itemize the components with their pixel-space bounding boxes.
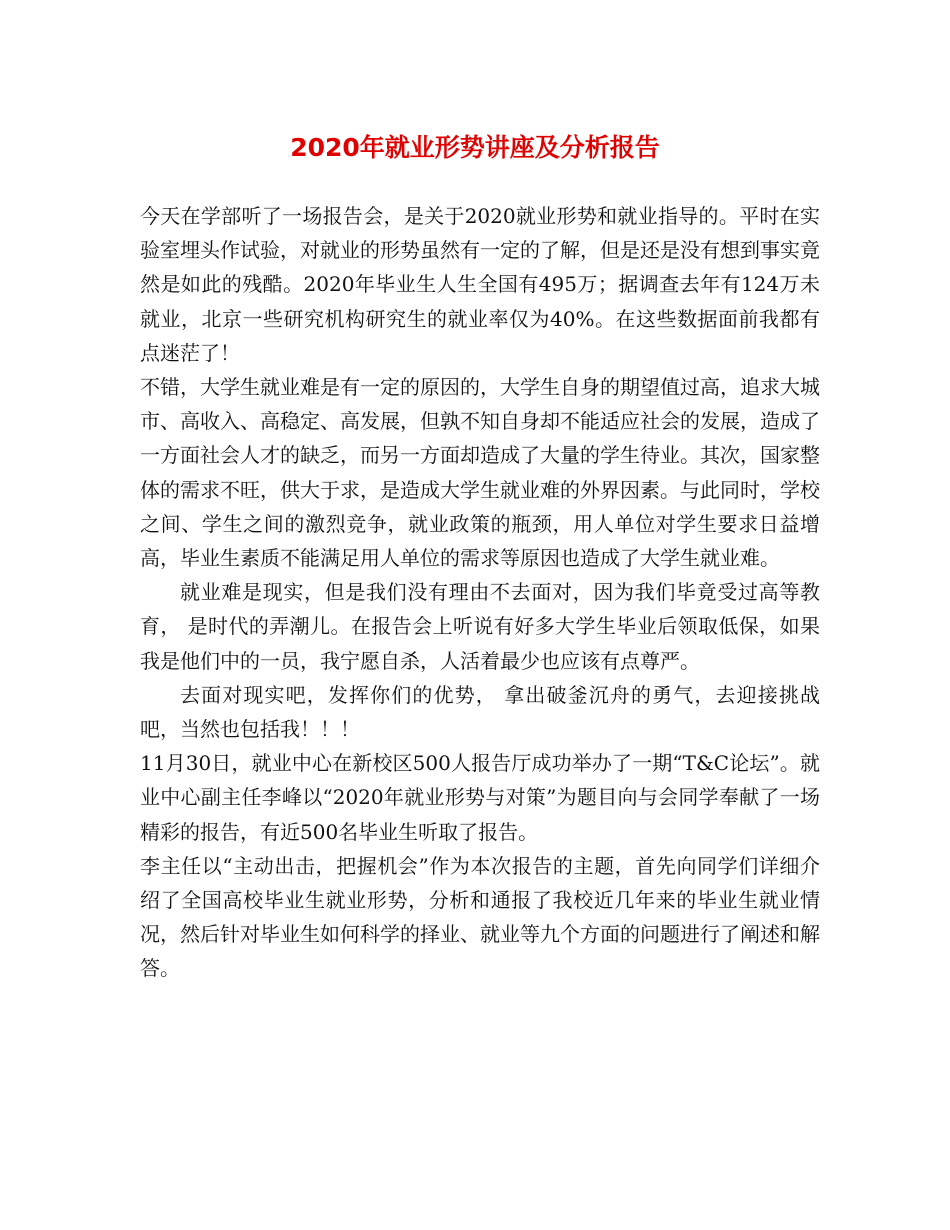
paragraph-1: 今天在学部听了一场报告会，是关于2020就业形势和就业指导的。平时在实验室埋头作试验，对就业的形势虽然有一定的了解，但是还是没有想到事实竟然是如此的残酷。2020年毕业生人生全国有495万；据调查去年有124万未就业，北京一些研究机构研究生的就业率仅为40%。在这些数据面前我都有点迷茫了！ xyxy=(140,204,820,365)
paragraph-4: 去面对现实吧，发挥你们的优势， 拿出破釜沉舟的勇气，去迎接挑战吧，当然也包括我！！！ xyxy=(140,682,820,742)
paragraph-3: 就业难是现实，但是我们没有理由不去面对，因为我们毕竟受过高等教育， 是时代的弄潮儿。在报告会上听说有好多大学生毕业后领取低保，如果我是他们中的一员，我宁愿自杀，人活着最少也应该有点尊严。 xyxy=(140,580,820,673)
document-title: 2020年就业形势讲座及分析报告 xyxy=(290,133,660,162)
paragraph-5: 11月30日，就业中心在新校区500人报告厅成功举办了一期“T&C论坛”。就业中心副主任李峰以“2020年就业形势与对策”为题目向与会同学奉献了一场精彩的报告，有近500名毕业生听取了报告。 xyxy=(140,751,820,844)
paragraph-2: 不错，大学生就业难是有一定的原因的，大学生自身的期望值过高，追求大城市、高收入、高稳定、高发展，但孰不知自身却不能适应社会的发展，造成了一方面社会人才的缺乏，而另一方面却造成了大量的学生待业。其次，国家整体的需求不旺，供大于求，是造成大学生就业难的外界因素。与此同时，学校之间、学生之间的激烈竞争，就业政策的瓶颈，用人单位对学生要求日益增高，毕业生素质不能满足用人单位的需求等原因也造成了大学生就业难。 xyxy=(140,375,820,571)
document-body xyxy=(140,199,820,986)
paragraph-6: 李主任以“主动出击，把握机会”作为本次报告的主题，首先向同学们详细介绍了全国高校毕业生就业形势，分析和通报了我校近几年来的毕业生就业情况，然后针对毕业生如何科学的择业、就业等九个方面的问题进行了阐述和解答。 xyxy=(140,853,820,981)
